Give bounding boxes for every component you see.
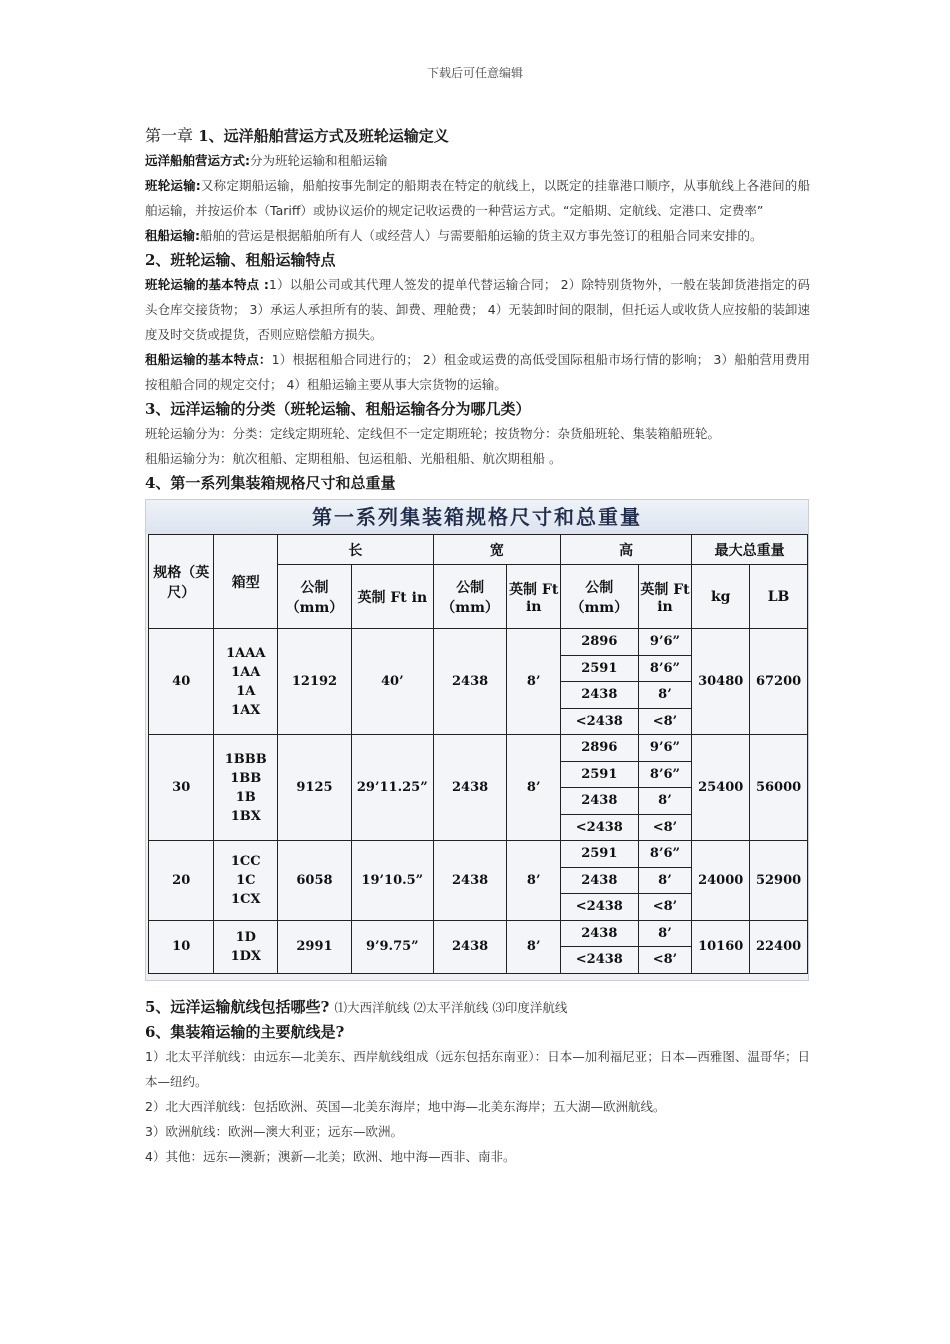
page-header: 下载后可任意编辑 <box>426 66 523 80</box>
header-height-imperial: 英制 Ft in <box>638 565 692 629</box>
header-lb: LB <box>750 565 808 629</box>
type-code: 1AX <box>231 702 261 718</box>
cell-height-ft: <8’ <box>638 814 692 841</box>
type-code: 1BX <box>230 808 261 824</box>
cell-height-mm: <2438 <box>560 947 638 974</box>
section1-para3 <box>145 223 810 248</box>
cell-width-ft: 8’ <box>507 841 560 921</box>
section5-title: 5、远洋运输航线包括哪些? <box>145 997 330 1016</box>
type-code: 1C <box>236 872 256 888</box>
label: 租船运输的基本特点： <box>145 352 272 367</box>
cell-weight-kg: 24000 <box>692 841 750 921</box>
cell-width-mm: 2438 <box>433 735 507 841</box>
header-height: 高 <box>560 535 691 565</box>
type-code: 1AA <box>231 664 261 680</box>
label: 班轮运输: <box>145 178 201 193</box>
cell-length-ft: 29’11.25” <box>351 735 433 841</box>
cell-weight-kg: 10160 <box>692 920 750 973</box>
text: 1）根据租船合同进行的； 2）租金或运费的高低受国际租船市场行情的影响； 3）船舶营用费用按租船合同的规定交付； 4）租船运输主要从事大宗货物的运输。 <box>145 352 810 392</box>
route-item: 2）北大西洋航线：包括欧洲、英国—北美东海岸；地中海—北美东海岸；五大湖—欧洲航线。 <box>145 1098 666 1114</box>
cell-height-ft: 8’ <box>638 788 692 815</box>
section3-para1: 班轮运输分为：分类：定线定期班轮、定线但不一定定期班轮；按货物分：杂货船班轮、集装箱船班轮。 <box>145 426 721 441</box>
type-code: 1CC <box>230 853 261 869</box>
cell-weight-lb: 22400 <box>750 920 808 973</box>
route-item: 3）欧洲航线：欧洲—澳大利亚；远东—欧洲。 <box>145 1123 403 1139</box>
cell-spec: 40 <box>149 629 214 735</box>
section1-para1 <box>145 148 810 173</box>
section1-para2 <box>145 173 810 223</box>
section1-title: 1、远洋船舶营运方式及班轮运输定义 <box>198 127 449 145</box>
table-title: 第一系列集装箱规格尺寸和总重量 <box>146 500 808 534</box>
cell-height-mm: <2438 <box>560 814 638 841</box>
cell-height-ft: 9’6” <box>638 629 692 656</box>
cell-height-ft: 8’ <box>638 867 692 894</box>
cell-weight-kg: 30480 <box>692 629 750 735</box>
cell-width-mm: 2438 <box>433 841 507 921</box>
text: 船舶的营运是根据船舶所有人（或经营人）与需要船舶运输的货主双方事先签订的租船合同来安排的。 <box>200 228 763 243</box>
type-code: 1DX <box>230 948 261 964</box>
header-width-imperial: 英制 Ft in <box>507 565 560 629</box>
cell-length-mm: 6058 <box>278 841 352 921</box>
cell-width-mm: 2438 <box>433 920 507 973</box>
section1-heading <box>145 124 810 148</box>
cell-height-mm: 2591 <box>560 761 638 788</box>
cell-height-ft: 8’6” <box>638 655 692 682</box>
container-spec-figure <box>145 499 809 981</box>
cell-type <box>214 735 278 841</box>
section2-para2 <box>145 347 810 397</box>
type-code: 1AAA <box>226 645 266 661</box>
label: 租船运输: <box>145 228 200 243</box>
cell-weight-kg: 25400 <box>692 735 750 841</box>
cell-height-mm: 2591 <box>560 655 638 682</box>
cell-height-mm: 2438 <box>560 788 638 815</box>
route-item: 1）北太平洋航线：由远东—北美东、西岸航线组成（远东包括东南亚）：日本—加利福尼亚；日本—西雅图、温哥华；日本—纽约。 <box>145 1048 810 1089</box>
table-row <box>149 841 808 868</box>
cell-height-mm: 2438 <box>560 682 638 709</box>
cell-length-ft: 19’10.5” <box>351 841 433 921</box>
cell-width-ft: 8’ <box>507 735 560 841</box>
header-length: 长 <box>278 535 434 565</box>
cell-height-mm: 2438 <box>560 920 638 947</box>
cell-weight-lb: 56000 <box>750 735 808 841</box>
cell-height-mm: <2438 <box>560 894 638 921</box>
section2-heading: 2、班轮运输、租船运输特点 <box>145 251 336 269</box>
cell-height-mm: 2896 <box>560 629 638 656</box>
cell-height-ft: <8’ <box>638 947 692 974</box>
cell-width-ft: 8’ <box>507 629 560 735</box>
header-width: 宽 <box>433 535 560 565</box>
section2-para1 <box>145 272 810 347</box>
cell-weight-lb: 52900 <box>750 841 808 921</box>
header-max-weight: 最大总重量 <box>692 535 808 565</box>
section4-heading: 4、第一系列集装箱规格尺寸和总重量 <box>145 474 396 492</box>
header-height-metric: 公制（mm） <box>560 565 638 629</box>
type-code: 1D <box>235 929 256 945</box>
header-kg: kg <box>692 565 750 629</box>
header-length-metric: 公制（mm） <box>278 565 352 629</box>
section6-heading: 6、集装箱运输的主要航线是? <box>145 1022 345 1041</box>
cell-weight-lb: 67200 <box>750 629 808 735</box>
cell-length-ft: 9’9.75” <box>351 920 433 973</box>
cell-type <box>214 629 278 735</box>
section5-answer: ⑴大西洋航线 ⑵太平洋航线 ⑶印度洋航线 <box>334 999 568 1015</box>
chapter-prefix: 第一章 <box>145 126 194 145</box>
cell-height-ft: <8’ <box>638 894 692 921</box>
cell-height-ft: 8’6” <box>638 761 692 788</box>
header-type: 箱型 <box>214 535 278 629</box>
header-spec: 规格（英尺） <box>149 535 214 629</box>
cell-length-mm: 12192 <box>278 629 352 735</box>
header-width-metric: 公制（mm） <box>433 565 507 629</box>
text: 1）以船公司或其代理人签发的提单代替运输合同； 2）除特别货物外，一般在装卸货港指定的码头仓库交接货物； 3）承运人承担所有的装、卸费、理舱费； 4）无装卸时间的限制，但托运人或收货人应按船的装卸速度及时交货或提货，否则应赔偿船方损失。 <box>145 277 810 342</box>
cell-length-mm: 9125 <box>278 735 352 841</box>
text: 分为班轮运输和租船运输 <box>250 153 388 168</box>
cell-height-mm: 2896 <box>560 735 638 762</box>
type-code: 1B <box>235 789 256 805</box>
cell-height-mm: <2438 <box>560 708 638 735</box>
type-code: 1A <box>236 683 256 699</box>
container-spec-table <box>148 534 808 974</box>
cell-height-ft: 8’6” <box>638 841 692 868</box>
cell-height-ft: 9’6” <box>638 735 692 762</box>
table-row <box>149 920 808 947</box>
cell-height-ft: 8’ <box>638 682 692 709</box>
cell-type <box>214 920 278 973</box>
cell-height-ft: <8’ <box>638 708 692 735</box>
document-body <box>145 124 810 1169</box>
route-item: 4）其他：远东—澳新；澳新—北美；欧洲、地中海—西非、南非。 <box>145 1148 516 1164</box>
header-length-imperial: 英制 Ft in <box>351 565 433 629</box>
type-code: 1BBB <box>224 751 267 767</box>
type-code: 1BB <box>230 770 262 786</box>
cell-spec: 20 <box>149 841 214 921</box>
label: 远洋船舶营运方式: <box>145 153 250 168</box>
cell-height-ft: 8’ <box>638 920 692 947</box>
table-row <box>149 735 808 762</box>
cell-spec: 10 <box>149 920 214 973</box>
section3-heading: 3、远洋运输的分类（班轮运输、租船运输各分为哪几类） <box>145 400 531 418</box>
cell-type <box>214 841 278 921</box>
cell-width-ft: 8’ <box>507 920 560 973</box>
type-code: 1CX <box>231 891 261 907</box>
cell-width-mm: 2438 <box>433 629 507 735</box>
text: 又称定期船运输，船舶按事先制定的船期表在特定的航线上，以既定的挂靠港口顺序，从事航线上各港间的船舶运输，并按运价本（Tariff）或协议运价的规定记收运费的一种营运方式。“定船期、定航线、定港口、定费率” <box>145 178 810 218</box>
cell-height-mm: 2591 <box>560 841 638 868</box>
table-row <box>149 629 808 656</box>
section5-heading <box>145 995 810 1020</box>
cell-length-ft: 40’ <box>351 629 433 735</box>
cell-height-mm: 2438 <box>560 867 638 894</box>
cell-spec: 30 <box>149 735 214 841</box>
cell-length-mm: 2991 <box>278 920 352 973</box>
label: 班轮运输的基本特点 : <box>145 277 269 292</box>
section3-para2: 租船运输分为：航次租船、定期租船、包运租船、光船租船、航次期租船 。 <box>145 451 562 466</box>
